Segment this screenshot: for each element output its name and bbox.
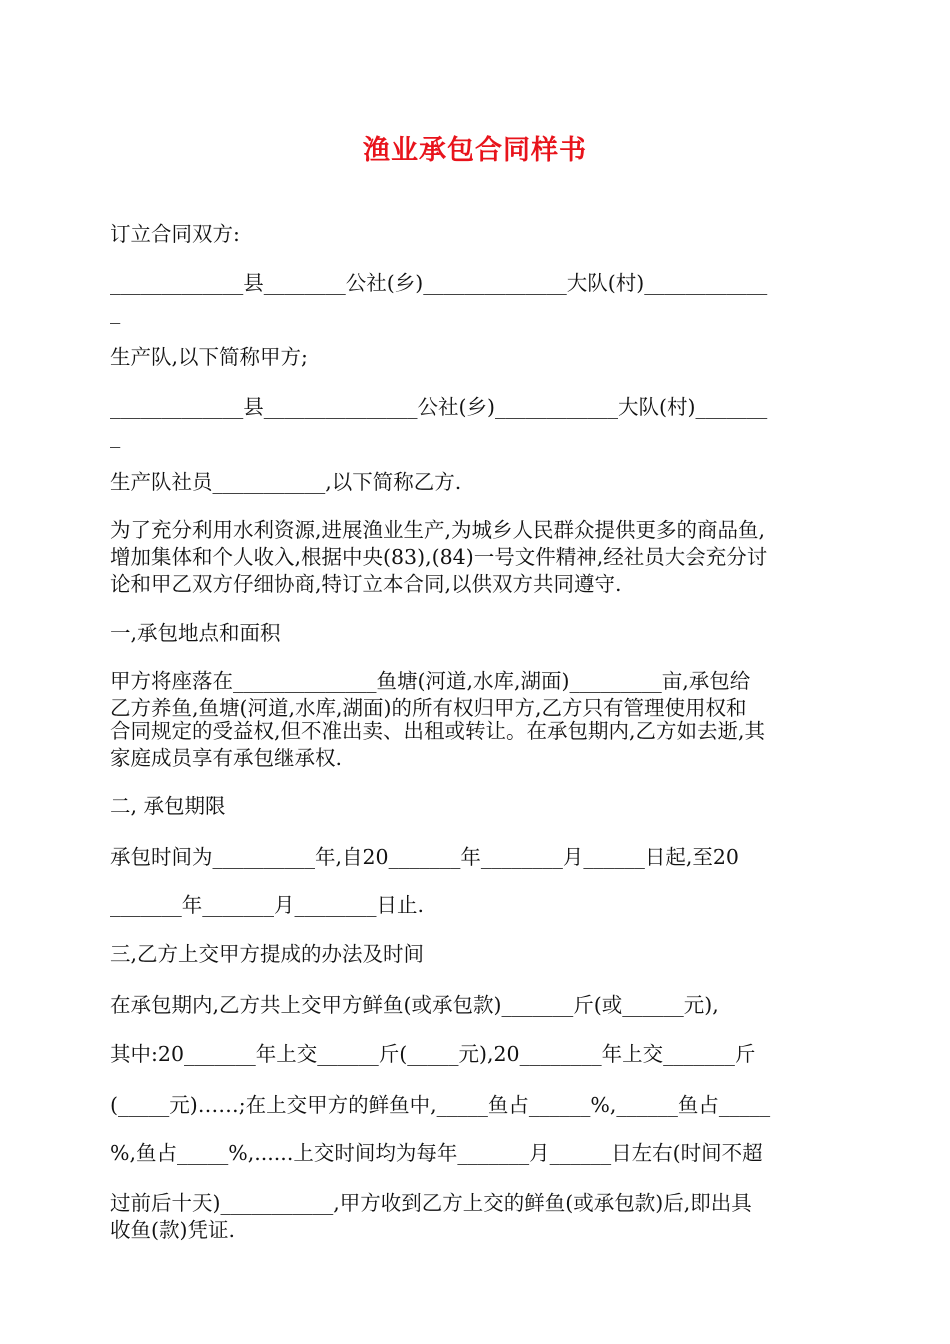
preamble-line-3: 论和甲乙双方仔细协商,特订立本合同,以供双方共同遵守. bbox=[110, 572, 622, 596]
preamble-line-2: 增加集体和个人收入,根据中央(83),(84)一号文件精神,经社员大会充分讨 bbox=[110, 545, 768, 569]
section-3-line-2: 其中:20_______年上交______斤(_____元),20________年上交_______斤 bbox=[110, 1042, 756, 1066]
section-3-line-4: %,鱼占_____%,......上交时间均为每年_______月______日左右(时间不超 bbox=[110, 1141, 763, 1165]
party-b-designation: 生产队社员___________,以下简称乙方. bbox=[110, 470, 462, 494]
section-1-line-2: 乙方养鱼,鱼塘(河道,水库,湖面)的所有权归甲方,乙方只有管理使用权和 bbox=[110, 696, 747, 720]
section-2-line-1: 承包时间为__________年,自20_______年________月______日起,至20 bbox=[110, 845, 739, 869]
section-3-line-5: 过前后十天)___________,甲方收到乙方上交的鲜鱼(或承包款)后,即出具 bbox=[110, 1191, 752, 1215]
section-1-line-4: 家庭成员享有承包继承权. bbox=[110, 746, 343, 770]
section-3-line-6: 收鱼(款)凭证. bbox=[110, 1218, 236, 1242]
section-1-line-1: 甲方将座落在______________鱼塘(河道,水库,湖面)_________亩,承包给 bbox=[110, 669, 751, 693]
preamble-line-1: 为了充分利用水利资源,进展渔业生产,为城乡人民群众提供更多的商品鱼, bbox=[110, 518, 766, 542]
section-1-heading: 一,承包地点和面积 bbox=[110, 621, 281, 645]
section-3-line-3: (_____元)……;在上交甲方的鲜鱼中,_____鱼占______%,______鱼占_____ bbox=[110, 1093, 771, 1117]
document-title: 渔业承包合同样书 bbox=[363, 135, 587, 166]
parties-heading: 订立合同双方: bbox=[110, 222, 240, 246]
party-a-address-continuation: _ bbox=[110, 300, 121, 324]
section-2-line-2: _______年_______月________日止. bbox=[110, 893, 425, 917]
section-3-line-1: 在承包期内,乙方共上交甲方鲜鱼(或承包款)_______斤(或______元), bbox=[110, 993, 719, 1017]
section-1-line-3: 合同规定的受益权,但不准出卖、出租或转让。在承包期内,乙方如去逝,其 bbox=[110, 719, 766, 743]
section-3-heading: 三,乙方上交甲方提成的办法及时间 bbox=[110, 942, 425, 966]
party-b-address-line: _____________县_______________公社(乡)____________大队(村)_______ bbox=[110, 395, 768, 419]
party-a-address-line: _____________县________公社(乡)______________大队(村)____________ bbox=[110, 271, 768, 295]
party-a-designation: 生产队,以下简称甲方; bbox=[110, 345, 308, 369]
section-2-heading: 二, 承包期限 bbox=[110, 794, 226, 818]
party-b-address-continuation: _ bbox=[110, 424, 121, 448]
